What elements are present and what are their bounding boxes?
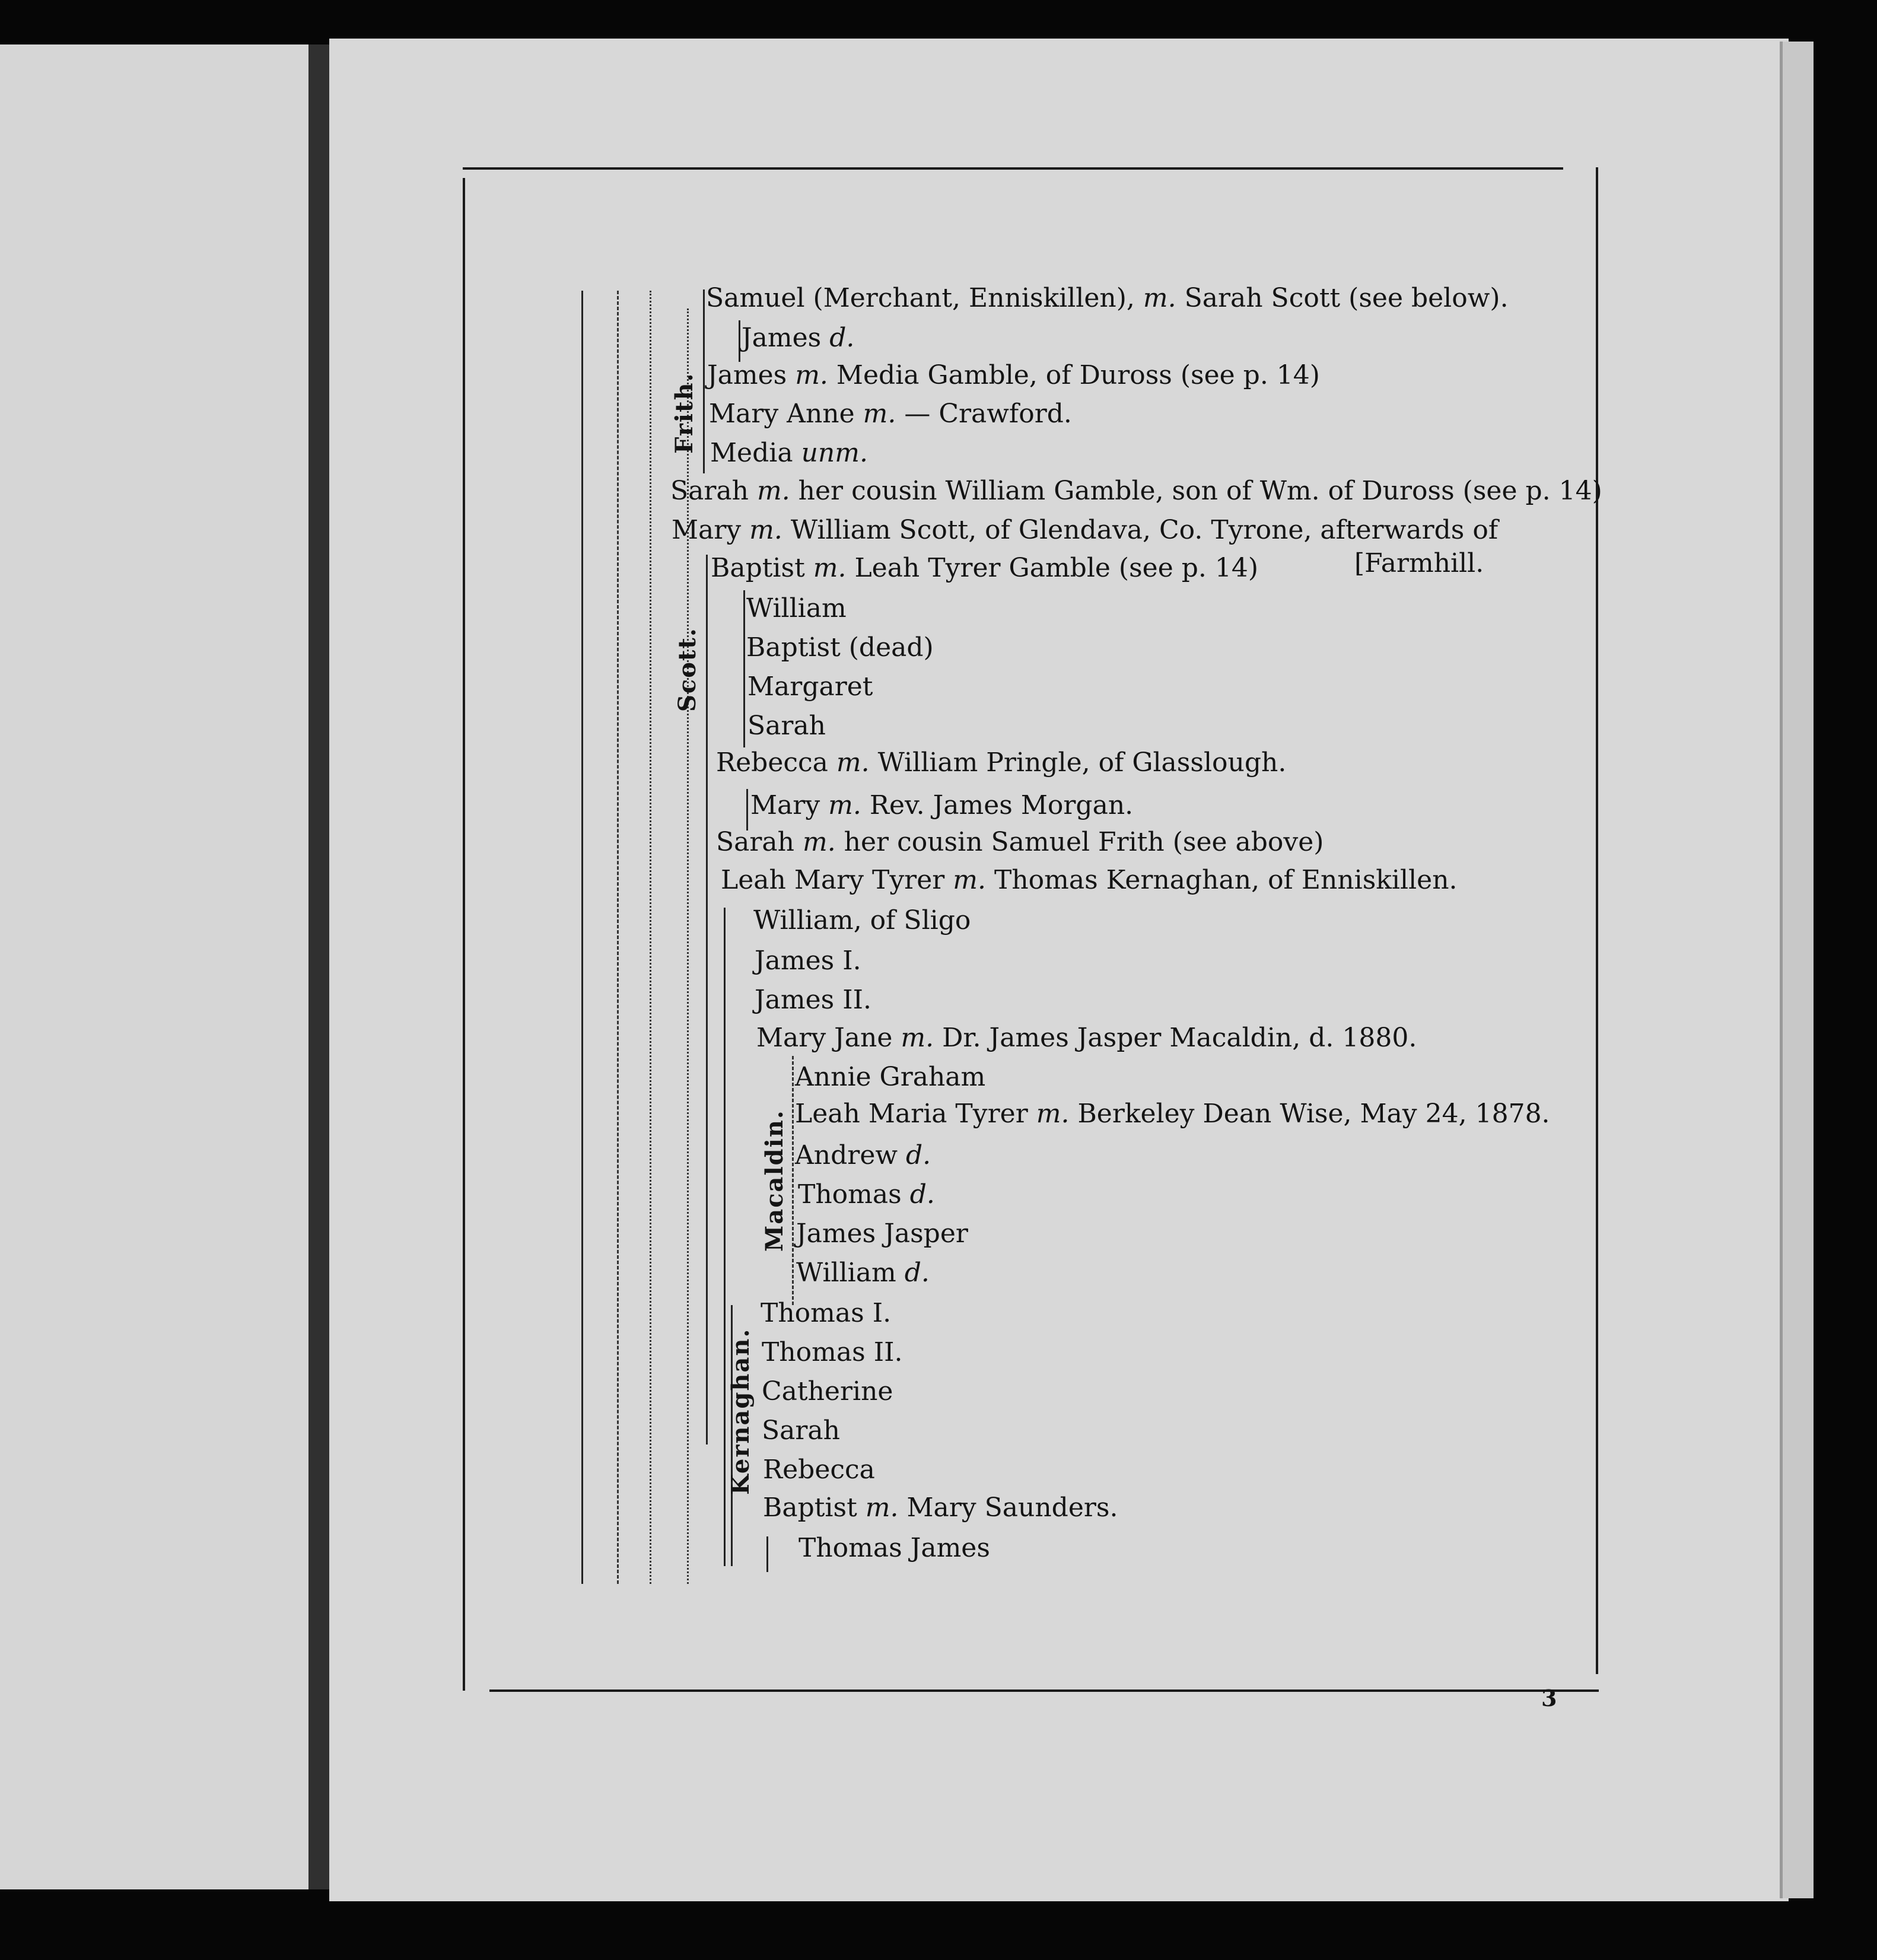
entry-james-ii: James II. (755, 985, 871, 1015)
frame-left (463, 178, 465, 1691)
surname-scott: Scott. (673, 627, 701, 712)
page-edge (1780, 42, 1814, 1898)
entry-james-jasper: James Jasper (796, 1218, 968, 1249)
entry-catherine: Catherine (762, 1376, 893, 1407)
entry-james-frith: James m. Media Gamble, of Duross (see p. 14) (707, 360, 1320, 390)
entry-andrew: Andrew d. (795, 1140, 931, 1170)
entry-sarah-frith: Sarah m. her cousin Samuel Frith (see above) (716, 827, 1324, 857)
pringle-child-bracket (746, 789, 748, 831)
entry-thomas-i: Thomas I. (761, 1298, 892, 1328)
page-number: 3 (1541, 1685, 1557, 1711)
surname-frith: Frith. (670, 372, 698, 454)
entry-thomas-james: Thomas James (798, 1533, 990, 1563)
entry-baptist-scott: Baptist m. Leah Tyrer Gamble (see p. 14) (711, 553, 1259, 583)
entry-james-i: James I. (755, 946, 861, 976)
entry-mary-anne: Mary Anne m. — Crawford. (709, 399, 1072, 429)
frith-bracket (703, 289, 705, 473)
entry-baptist-saunders: Baptist m. Mary Saunders. (763, 1493, 1118, 1523)
entry-annie-graham: Annie Graham (795, 1062, 986, 1092)
frith-child-bracket (739, 320, 740, 362)
surname-macaldin: Macaldin. (761, 1109, 788, 1252)
entry-sarah-scott: Sarah (747, 711, 826, 741)
scott-bracket (706, 555, 708, 1444)
right-page (329, 39, 1789, 1901)
kernaghan-bracket (724, 908, 726, 1566)
entry-baptist-dead: Baptist (dead) (746, 632, 934, 663)
entry-farmhill: [Farmhill. (1354, 548, 1484, 578)
entry-william-sligo: William, of Sligo (753, 905, 971, 936)
entry-rebecca-pringle: Rebecca m. William Pringle, of Glasslough. (716, 747, 1287, 778)
entry-william-d: William d. (796, 1258, 930, 1288)
surname-kernaghan: Kernaghan. (727, 1328, 755, 1495)
entry-mary-scott: Mary m. William Scott, of Glendava, Co. Tyrone, afterwards of (672, 515, 1499, 545)
entry-mary-jane-macaldin: Mary Jane m. Dr. James Jasper Macaldin, d. 1880. (756, 1023, 1417, 1053)
scott-child-bracket (743, 590, 745, 747)
frame-top (463, 167, 1563, 170)
baptist-child-bracket (766, 1536, 768, 1572)
left-page (0, 44, 308, 1889)
entry-samuel-frith: Samuel (Merchant, Enniskillen), m. Sarah Scott (see below). (706, 283, 1509, 313)
ancestry-line (581, 291, 583, 1584)
entry-sarah-kernaghan: Sarah (762, 1415, 840, 1446)
book-spine (308, 44, 329, 1889)
ancestry-line (617, 291, 619, 1584)
entry-margaret: Margaret (747, 672, 873, 702)
entry-thomas-d: Thomas d. (798, 1179, 935, 1210)
entry-leah-wise: Leah Maria Tyrer m. Berkeley Dean Wise, May 24, 1878. (795, 1099, 1550, 1129)
ancestry-line (650, 291, 651, 1584)
entry-leah-kernaghan: Leah Mary Tyrer m. Thomas Kernaghan, of Enniskillen. (721, 865, 1458, 895)
entry-sarah-gamble: Sarah m. her cousin William Gamble, son of Wm. of Duross (see p. 14) (670, 476, 1602, 506)
entry-james-d: James d. (742, 323, 855, 353)
entry-thomas-ii: Thomas II. (762, 1337, 903, 1367)
entry-mary-morgan: Mary m. Rev. James Morgan. (750, 790, 1134, 820)
frame-right (1596, 167, 1598, 1674)
entry-william-scott: William (746, 593, 847, 623)
entry-rebecca-kernaghan: Rebecca (763, 1455, 875, 1485)
entry-media: Media unm. (710, 438, 868, 468)
macaldin-bracket (792, 1056, 794, 1305)
frame-bottom (489, 1689, 1599, 1692)
